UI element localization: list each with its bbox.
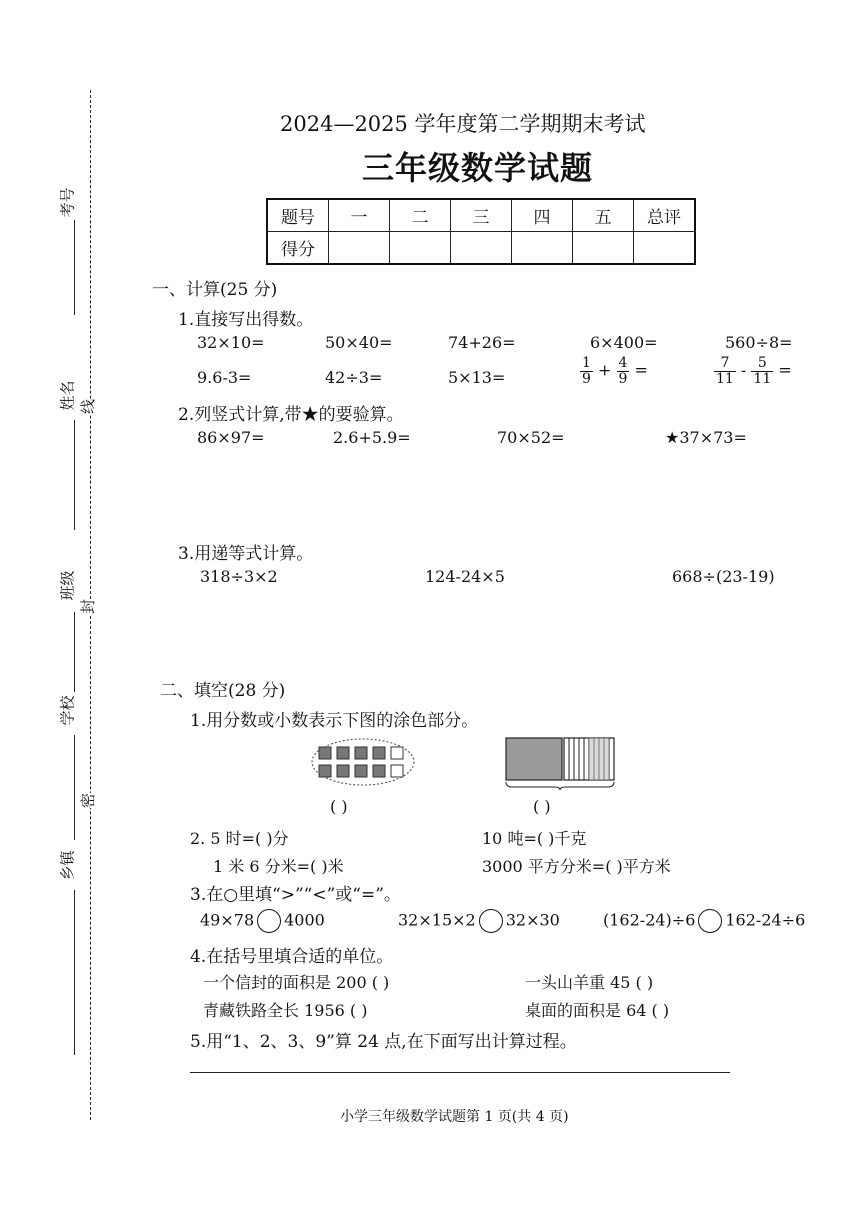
seal-char-secret: 密 (79, 792, 98, 809)
fraction (714, 356, 736, 386)
s2-q2-a: 2. 5 时=( )分 (190, 829, 289, 848)
section1-title: 一、计算(25 分) (152, 280, 278, 300)
s2-q2-c: 1 米 6 分米=( )米 (213, 857, 344, 876)
equals: = (778, 360, 792, 380)
seal-char-line: 线 (79, 398, 98, 415)
operator: + (598, 360, 612, 380)
school-label: 学校 (58, 695, 77, 726)
fraction (751, 356, 773, 386)
numerator: 4 (618, 355, 628, 371)
denominator: 9 (582, 370, 591, 387)
figure-shaded-squares (310, 737, 416, 787)
compare-circle[interactable] (257, 909, 281, 933)
s2-q2-d: 3000 平方分米=( )平方米 (482, 857, 671, 876)
denominator: 9 (618, 370, 628, 387)
compare-circle[interactable] (479, 909, 503, 933)
score-table-score-row (267, 232, 695, 265)
s2-q1-blank1[interactable]: ( ) (330, 797, 348, 816)
score-table-header-row (267, 199, 695, 232)
school-line (74, 735, 75, 840)
score-row-label: 得分 (267, 232, 329, 265)
score-header-cell: 题号 (267, 199, 329, 232)
class-line (74, 612, 75, 692)
s1-q1-item: 6×400= (590, 333, 658, 352)
s1-q1-item: 50×40= (325, 333, 393, 352)
town-label: 乡镇 (58, 850, 77, 881)
s1-q1-item: 5×13= (448, 368, 506, 387)
exam-subtitle: 三年级数学试题 (362, 149, 594, 187)
s1-q1-fraction-sub (714, 356, 792, 386)
town-line (74, 890, 75, 1055)
score-header-cell: 五 (573, 199, 634, 232)
s2-q4-d: 桌面的面积是 64 ( ) (525, 1001, 670, 1020)
s1-q2-item: 86×97= (197, 428, 265, 447)
s1-q1-item: 32×10= (197, 333, 265, 352)
s1-q3-item: 318÷3×2 (200, 567, 278, 586)
score-header-cell: 一 (329, 199, 390, 232)
exam-number-label: 考号 (58, 187, 77, 218)
s1-q1-title: 1.直接写出得数。 (178, 310, 314, 330)
compare-left: 32×15×2 (398, 910, 476, 930)
compare-left: (162-24)÷6 (603, 910, 696, 930)
denominator: 11 (716, 370, 734, 387)
name-line (74, 420, 75, 530)
score-cell[interactable] (634, 232, 696, 265)
s1-q2-item: ★37×73= (665, 428, 747, 447)
s2-q3-title: 3.在○里填“>”“<”或“=”。 (190, 885, 401, 905)
operator: - (740, 360, 747, 380)
s2-q4-b: 一头山羊重 45 ( ) (525, 973, 654, 992)
s2-q3-compare (398, 909, 560, 933)
s2-q4-a: 一个信封的面积是 200 ( ) (203, 973, 390, 992)
s2-q4-c: 青藏铁路全长 1956 ( ) (203, 1001, 368, 1020)
score-cell[interactable] (573, 232, 634, 265)
s1-q3-title: 3.用递等式计算。 (178, 544, 314, 564)
score-cell[interactable] (329, 232, 390, 265)
s2-q2-b: 10 吨=( )千克 (482, 829, 587, 848)
denominator: 11 (753, 370, 772, 387)
equals: = (634, 360, 648, 380)
compare-right: 4000 (284, 910, 325, 930)
name-label: 姓名 (58, 380, 77, 411)
s1-q3-item: 124-24×5 (425, 567, 505, 586)
s2-q1-title: 1.用分数或小数表示下图的涂色部分。 (190, 711, 479, 731)
score-cell[interactable] (390, 232, 451, 265)
s1-q1-fraction-add (580, 356, 648, 386)
seal-char-seal: 封 (79, 598, 98, 615)
s1-q3-item: 668÷(23-19) (672, 567, 775, 586)
s1-q2-item: 2.6+5.9= (333, 428, 411, 447)
compare-circle[interactable] (698, 909, 722, 933)
score-header-cell: 四 (512, 199, 573, 232)
s1-q1-item: 74+26= (448, 333, 516, 352)
compare-right: 162-24÷6 (725, 910, 806, 930)
fraction (617, 356, 630, 386)
s2-q5-title: 5.用“1、2、3、9”算 24 点,在下面写出计算过程。 (190, 1032, 577, 1052)
compare-left: 49×78 (200, 910, 255, 930)
section2-title: 二、填空(28 分) (160, 681, 286, 701)
exam-number-line (74, 220, 75, 315)
figure-shaded-bar (502, 734, 618, 790)
score-header-cell: 二 (390, 199, 451, 232)
s1-q1-item: 9.6-3= (197, 368, 252, 387)
s1-q2-title: 2.列竖式计算,带★的要验算。 (178, 405, 404, 425)
s2-q3-compare (603, 909, 805, 933)
numerator: 5 (757, 355, 767, 371)
score-cell[interactable] (451, 232, 512, 265)
score-header-cell: 三 (451, 199, 512, 232)
class-label: 班级 (58, 570, 77, 601)
page-footer: 小学三年级数学试题第 1 页(共 4 页) (340, 1109, 569, 1125)
numerator: 7 (720, 355, 730, 371)
score-table (266, 198, 696, 265)
score-header-cell: 总评 (634, 199, 696, 232)
s1-q2-item: 70×52= (497, 428, 565, 447)
exam-title: 2024—2025 学年度第二学期期末考试 (280, 112, 646, 136)
numerator: 1 (582, 355, 591, 371)
compare-right: 32×30 (505, 910, 560, 930)
score-cell[interactable] (512, 232, 573, 265)
answer-line[interactable] (190, 1072, 730, 1073)
s2-q4-title: 4.在括号里填合适的单位。 (190, 947, 394, 967)
s1-q1-item: 42÷3= (325, 368, 383, 387)
s2-q1-blank2[interactable]: ( ) (533, 797, 551, 816)
fraction (580, 356, 593, 386)
s2-q3-compare (200, 909, 325, 933)
s1-q1-item: 560÷8= (725, 333, 793, 352)
